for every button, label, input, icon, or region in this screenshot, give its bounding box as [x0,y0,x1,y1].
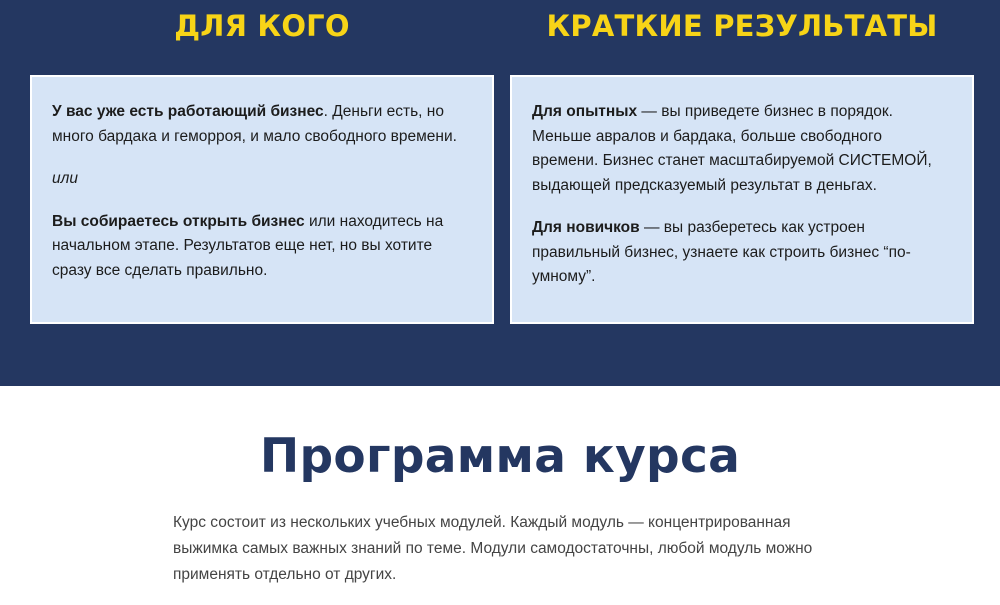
audience-existing-text: . Деньги есть, но много бардака и геморроя, и мало свободного времени. [52,103,457,145]
audience-card [30,75,494,324]
results-experienced-text: — вы приведете бизнес в порядок. Меньше авралов и бардака, больше свободного времени. Бизнес станет масштабируемой СИСТЕМОЙ, выдающей предсказуемый результат в деньгах. [532,103,932,194]
audience-or [52,167,472,192]
audience-new-text: или находитесь на начальном этапе. Результатов еще нет, но вы хотите сразу все сделать правильно. [52,212,444,279]
results-experienced-bold: Для опытных [532,103,638,120]
audience-column [30,0,494,279]
audience-paragraph-new [52,210,472,284]
results-title: КРАТКИЕ РЕЗУЛЬТАТЫ [546,9,938,43]
audience-paragraph-existing [52,100,472,149]
audience-new-bold: Вы собираетесь открыть бизнес [52,212,305,230]
program-title: Программа курса [259,429,741,484]
results-paragraph-beginners [532,216,952,290]
audience-or-text: или [52,170,78,187]
results-paragraph-experienced [532,100,952,198]
results-beginners-text: — вы разберетесь как устроен правильный бизнес, узнаете как строить бизнес “по-умному”. [532,219,911,285]
audience-existing-bold: У вас уже есть работающий бизнес [52,103,324,120]
results-beginners-bold: Для новичков [532,219,640,236]
program-description: Курс состоит из нескольких учебных модулей. Каждый модуль — концентрированная выжимка самых важных знаний по теме. Модули самодостаточны, любой модуль можно применять отдельно от других. [173,514,813,583]
results-card [510,75,974,324]
audience-title: ДЛЯ КОГО [174,9,350,43]
results-column [510,0,974,285]
